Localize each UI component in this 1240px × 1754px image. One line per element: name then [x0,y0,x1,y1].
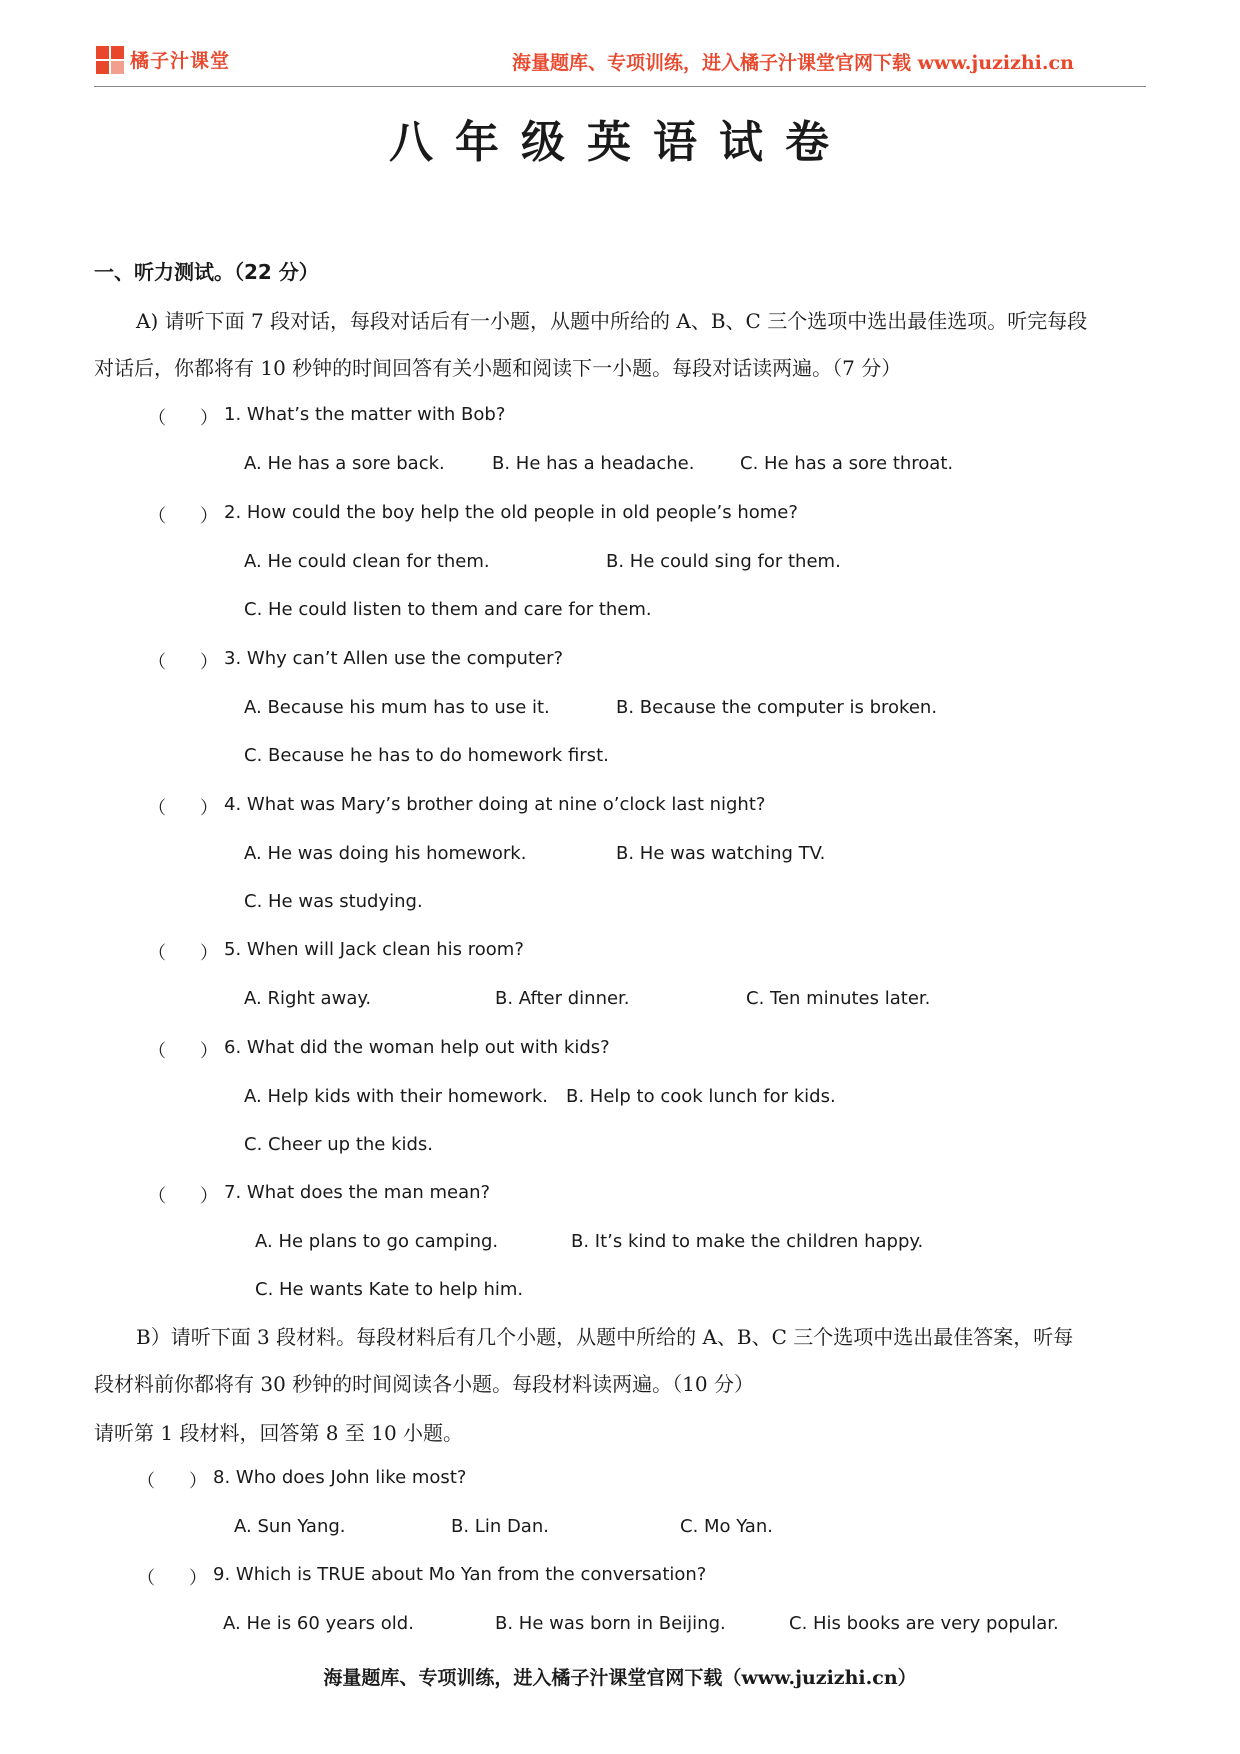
option-b: B. After dinner. [495,988,630,1009]
question-text: 3. Why can’t Allen use the computer? [224,648,564,669]
option-b: B. Because the computer is broken. [616,697,938,718]
option-b: B. He has a headache. [492,453,695,474]
option-a: A. He was doing his homework. [244,843,527,864]
question-text: 4. What was Mary’s brother doing at nine o’clock last night? [224,794,766,815]
answer-bracket-right: ） [200,943,218,964]
option-a: A. He could clean for them. [244,551,490,572]
answer-bracket-right: ） [200,798,218,819]
option-b: B. Lin Dan. [451,1516,549,1537]
option-c: C. His books are very popular. [789,1613,1059,1634]
option-a: A. He plans to go camping. [255,1231,499,1252]
answer-bracket-right: ） [200,506,218,527]
answer-bracket-left: （ [137,1471,155,1492]
option-b: B. He was watching TV. [616,843,826,864]
section-heading: 一、听力测试。（22 分） [94,260,319,284]
option-c: C. He wants Kate to help him. [255,1279,524,1300]
question-text: 5. When will Jack clean his room? [224,939,524,960]
answer-bracket-right: ） [189,1568,207,1589]
option-a: A. He has a sore back. [244,453,445,474]
option-b: B. He was born in Beijing. [495,1613,726,1634]
part-b-instructions-line1: B）请听下面 3 段材料。每段材料后有几个小题，从题中所给的 A、B、C 三个选项中选出最佳答案，听每 [136,1325,1074,1349]
answer-bracket-left: （ [148,943,166,964]
option-c: C. Ten minutes later. [746,988,931,1009]
logo-text: 橘子汁课堂 [130,50,231,72]
option-a: A. Because his mum has to use it. [244,697,550,718]
answer-bracket-right: ） [189,1471,207,1492]
answer-bracket-left: （ [148,408,166,429]
question-text: 8. Who does John like most? [213,1467,467,1488]
footer-slogan: 海量题库、专项训练，进入橘子汁课堂官网下载（www.juzizhi.cn） [323,1667,917,1689]
option-a: A. He is 60 years old. [223,1613,414,1634]
answer-bracket-left: （ [148,506,166,527]
answer-bracket-right: ） [200,1186,218,1207]
question-text: 1. What’s the matter with Bob? [224,404,506,425]
part-b-material-1: 请听第 1 段材料，回答第 8 至 10 小题。 [94,1421,464,1445]
part-a-instructions-line1: A) 请听下面 7 段对话，每段对话后有一小题，从题中所给的 A、B、C 三个选项中选出最佳选项。听完每段 [136,309,1088,333]
question-text: 9. Which is TRUE about Mo Yan from the conversation? [213,1564,707,1585]
answer-bracket-left: （ [148,652,166,673]
question-text: 7. What does the man mean? [224,1182,491,1203]
option-b: B. Help to cook lunch for kids. [566,1086,836,1107]
option-c: C. Because he has to do homework first. [244,745,609,766]
header-divider [94,86,1146,87]
page-title: 八年级英语试卷 [389,117,851,168]
option-a: A. Right away. [244,988,372,1009]
header-slogan: 海量题库、专项训练，进入橘子汁课堂官网下载 www.juzizhi.cn [512,52,1074,74]
answer-bracket-left: （ [148,798,166,819]
option-c: C. He has a sore throat. [740,453,954,474]
answer-bracket-right: ） [200,408,218,429]
answer-bracket-right: ） [200,1041,218,1062]
option-b: B. He could sing for them. [606,551,841,572]
answer-bracket-left: （ [148,1041,166,1062]
option-c: C. Mo Yan. [680,1516,773,1537]
answer-bracket-left: （ [148,1186,166,1207]
part-a-instructions-line2: 对话后，你都将有 10 秒钟的时间回答有关小题和阅读下一小题。每段对话读两遍。（7 分） [94,356,902,380]
option-c: C. He was studying. [244,891,423,912]
answer-bracket-left: （ [137,1568,155,1589]
question-text: 2. How could the boy help the old people in old people’s home? [224,502,798,523]
answer-bracket-right: ） [200,652,218,673]
option-b: B. It’s kind to make the children happy. [571,1231,924,1252]
part-b-instructions-line2: 段材料前你都将有 30 秒钟的时间阅读各小题。每段材料读两遍。（10 分） [94,1372,754,1396]
option-c: C. He could listen to them and care for them. [244,599,652,620]
option-c: C. Cheer up the kids. [244,1134,434,1155]
option-a: A. Help kids with their homework. [244,1086,549,1107]
question-text: 6. What did the woman help out with kids? [224,1037,610,1058]
option-a: A. Sun Yang. [234,1516,346,1537]
logo-icon [96,46,124,74]
